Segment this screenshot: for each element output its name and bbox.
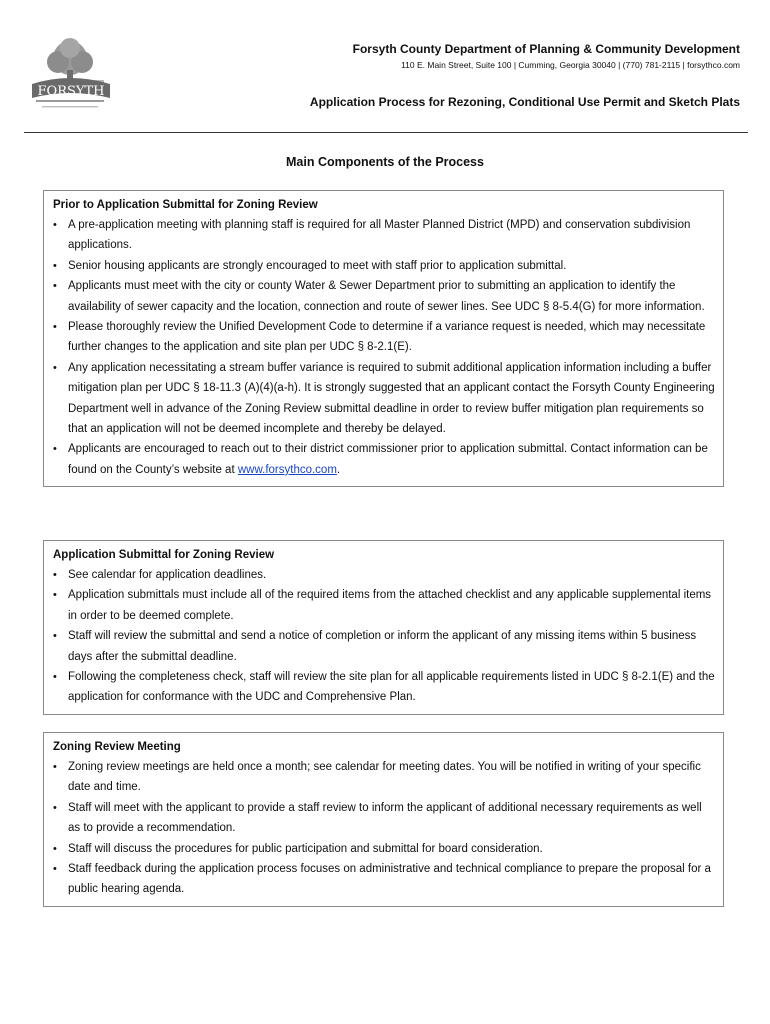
section-zoning-review-meeting: [43, 732, 724, 907]
bullet-icon: •: [53, 863, 57, 876]
bullet-icon: •: [53, 589, 57, 602]
bullet-icon: •: [53, 842, 57, 855]
list-item: • Please thoroughly review the Unified Development Code to determine if a variance request is needed, which may necessitate further changes to the application and site plan per UDC § 8-2.1(E).: [53, 317, 715, 358]
county-logo: [24, 36, 116, 116]
bullet-icon: •: [53, 761, 57, 773]
org-address: 110 E. Main Street, Suite 100 | Cumming, Georgia 30040 | (770) 781-2115 | forsythco.com: [401, 60, 740, 70]
bullet-icon: •: [53, 280, 57, 293]
section-title: Application Submittal for Zoning Review: [53, 549, 275, 561]
bullet-list: [53, 215, 715, 480]
section-title: Prior to Application Submittal for Zoning Review: [53, 199, 318, 211]
list-item: • Zoning review meetings are held once a month; see calendar for meeting dates. You will be notified in writing of your specific date and time.: [53, 757, 715, 798]
bullet-list: [53, 757, 715, 900]
bullet-list: [53, 565, 715, 708]
svg-text:FORSYTH: FORSYTH: [37, 84, 105, 99]
county-website-link[interactable]: www.forsythco.com: [237, 463, 337, 476]
list-item: • Applicants are encouraged to reach out to their district commissioner prior to application submittal. Contact information can be found on the County’s website at www.forsythco.com.: [53, 439, 715, 480]
list-item: • Following the completeness check, staff will review the site plan for all applicable requirements listed in UDC § 8-2.1(E) and the application for conformance with the UDC and Comprehensive Plan.: [53, 667, 715, 708]
main-heading: Main Components of the Process: [286, 155, 484, 169]
document-title: Application Process for Rezoning, Conditional Use Permit and Sketch Plats: [309, 95, 740, 109]
list-item: • See calendar for application deadlines.: [53, 565, 715, 585]
bullet-icon: •: [53, 801, 57, 814]
bullet-icon: •: [53, 630, 57, 643]
list-item: • Staff will discuss the procedures for public participation and submittal for board consideration.: [53, 839, 715, 859]
list-item: • Any application necessitating a stream buffer variance is required to submit additional application information including a buffer mitigation plan per UDC § 18-11.3 (A)(4)(a-h). It is strongly suggested that an applicant contact the Forsyth County Engineering Department well in advance of the Zoning Review submittal deadline in order to review buffer mitigation plan requirements so that an application will not be deemed incomplete and thereby be delayed.: [53, 358, 715, 440]
section-title: Zoning Review Meeting: [53, 741, 181, 753]
bullet-icon: •: [53, 569, 57, 581]
bullet-icon: •: [53, 259, 57, 272]
bullet-icon: •: [53, 219, 57, 231]
list-item: • Staff feedback during the application process focuses on administrative and technical compliance to prepare the proposal for a public hearing agenda.: [53, 859, 715, 900]
tree-icon: [24, 36, 116, 116]
list-item: • Staff will meet with the applicant to provide a staff review to inform the applicant of additional necessary requirements as well as to provide a recommendation.: [53, 798, 715, 839]
list-item: • Applicants must meet with the city or county Water & Sewer Department prior to submitting an application to identify the availability of sewer capacity and the location, connection and route of sewer lines. See UDC § 8-5.4(G) for more information.: [53, 276, 715, 317]
header-divider: [24, 132, 748, 133]
bullet-icon: •: [53, 361, 57, 374]
list-item: • Application submittals must include all of the required items from the attached checklist and any applicable supplemental items in order to be deemed complete.: [53, 585, 715, 626]
list-item: • A pre-application meeting with planning staff is required for all Master Planned District (MPD) and conservation subdivision applications.: [53, 215, 715, 256]
list-item: • Staff will review the submittal and send a notice of completion or inform the applicant of any missing items within 5 business days after the submittal deadline.: [53, 626, 715, 667]
bullet-icon: •: [53, 321, 57, 334]
org-title: Forsyth County Department of Planning & Community Development: [352, 42, 740, 56]
bullet-icon: •: [53, 443, 57, 456]
bullet-icon: •: [53, 671, 57, 684]
section-application-submittal: [43, 540, 724, 715]
section-prior-to-submittal: [43, 190, 724, 487]
list-item: • Senior housing applicants are strongly encouraged to meet with staff prior to application submittal.: [53, 256, 715, 276]
